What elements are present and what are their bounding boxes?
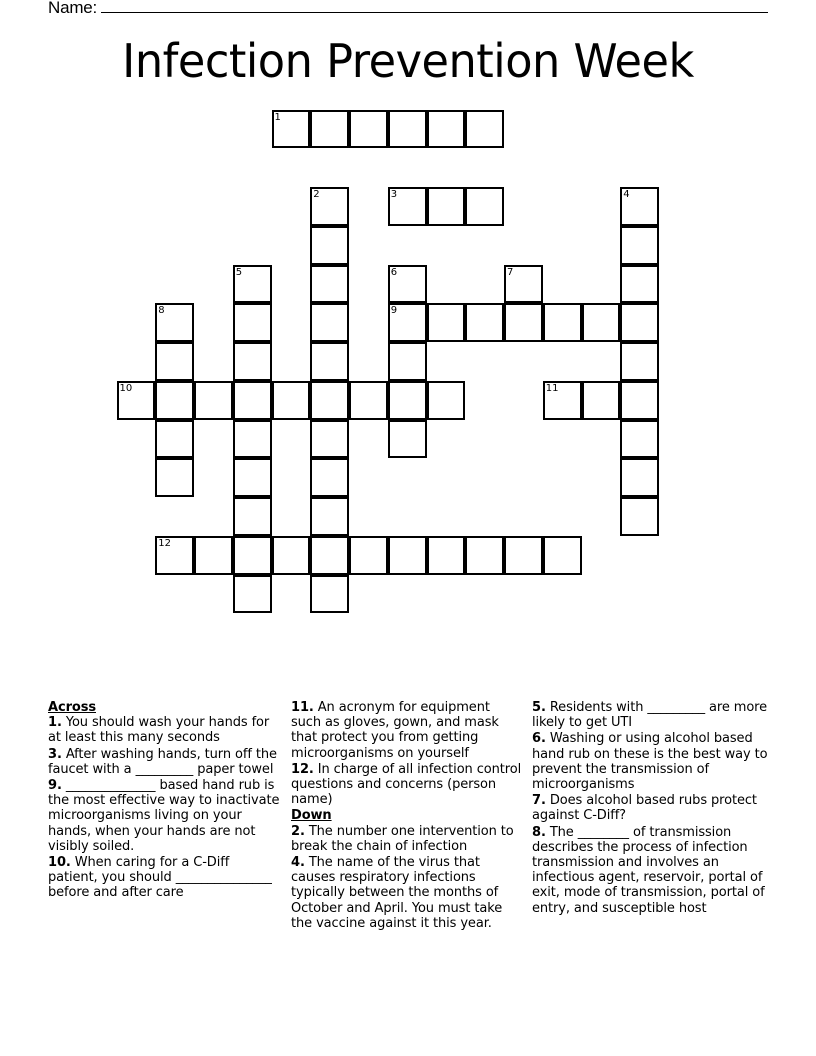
grid-cell[interactable] bbox=[233, 497, 272, 536]
clue-number: 6. bbox=[532, 731, 546, 747]
clue-text: An acronym for equipment such as gloves, gown, and mask that protect you from getting microorganisms on yourself bbox=[291, 700, 499, 761]
clue-text: When caring for a C-Diff patient, you should _______________ before and after care bbox=[48, 855, 272, 901]
grid-cell[interactable] bbox=[233, 265, 272, 304]
grid-cell[interactable] bbox=[310, 265, 349, 304]
clue-across-11 bbox=[291, 700, 523, 761]
clue-down-7 bbox=[532, 793, 772, 823]
clue-down-8 bbox=[532, 825, 772, 916]
cell-number: 7 bbox=[507, 266, 514, 278]
clue-down-4 bbox=[291, 855, 523, 931]
clue-across-9 bbox=[48, 778, 280, 854]
clue-across-12 bbox=[291, 762, 523, 808]
grid-cell[interactable] bbox=[233, 575, 272, 614]
grid-cell[interactable] bbox=[427, 381, 466, 420]
clue-text: Washing or using alcohol based hand rub on these is the best way to prevent the transmission of microorganisms bbox=[532, 731, 768, 793]
grid-cell[interactable] bbox=[310, 497, 349, 536]
grid-cell[interactable] bbox=[233, 536, 272, 575]
cell-number: 6 bbox=[390, 266, 398, 278]
grid-cell[interactable] bbox=[310, 575, 349, 614]
grid-cell[interactable] bbox=[272, 536, 311, 575]
clue-across-1 bbox=[48, 715, 280, 745]
grid-cell[interactable] bbox=[465, 536, 504, 575]
clue-text: Residents with _________ are more likely to get UTI bbox=[532, 700, 768, 731]
grid-cell[interactable] bbox=[620, 265, 659, 304]
clue-number: 12. bbox=[291, 761, 314, 777]
grid-cell[interactable] bbox=[310, 536, 349, 575]
grid-cell[interactable] bbox=[117, 381, 156, 420]
clue-across-3 bbox=[48, 747, 280, 777]
grid-cell[interactable] bbox=[233, 303, 272, 342]
cell-number: 1 bbox=[274, 111, 281, 123]
clue-number: 11. bbox=[291, 700, 314, 715]
cell-number: 8 bbox=[158, 305, 165, 317]
grid-cell[interactable] bbox=[194, 381, 233, 420]
grid-cell[interactable] bbox=[388, 342, 427, 381]
grid-cell[interactable] bbox=[504, 265, 543, 304]
grid-cell[interactable] bbox=[620, 381, 659, 420]
cell-number: 5 bbox=[235, 266, 243, 278]
grid-cell[interactable] bbox=[620, 497, 659, 536]
grid-cell[interactable] bbox=[233, 381, 272, 420]
cell-number: 10 bbox=[119, 382, 133, 394]
clue-text: After washing hands, turn off the faucet with a _________ paper towel bbox=[48, 746, 277, 777]
grid-cell[interactable] bbox=[582, 381, 621, 420]
grid-cell[interactable] bbox=[388, 536, 427, 575]
grid-cell[interactable] bbox=[504, 303, 543, 342]
grid-cell[interactable] bbox=[272, 110, 311, 149]
clue-text: The ________ of transmission describes the process of infection transmission and involves an infectious agent, reservoir, portal of exit, mode of transmission, portal of entry, and susceptible host bbox=[532, 824, 765, 916]
grid-cell[interactable] bbox=[388, 187, 427, 226]
grid-cell[interactable] bbox=[310, 420, 349, 459]
grid-cell[interactable] bbox=[427, 536, 466, 575]
grid-cell[interactable] bbox=[620, 420, 659, 459]
clue-number: 3. bbox=[48, 746, 62, 762]
grid-cell[interactable] bbox=[427, 187, 466, 226]
grid-cell[interactable] bbox=[543, 381, 582, 420]
clue-number: 1. bbox=[48, 715, 62, 731]
grid-cell[interactable] bbox=[504, 536, 543, 575]
cell-number: 3 bbox=[390, 189, 398, 200]
clue-number: 5. bbox=[532, 700, 546, 715]
grid-cell[interactable] bbox=[427, 110, 466, 149]
grid-cell[interactable] bbox=[349, 536, 388, 575]
grid-cell[interactable] bbox=[310, 226, 349, 265]
clue-text: Does alcohol based rubs protect against C-Diff? bbox=[532, 793, 757, 824]
grid-cell[interactable] bbox=[155, 536, 194, 575]
grid-cell[interactable] bbox=[155, 342, 194, 381]
grid-cell[interactable] bbox=[388, 420, 427, 459]
cell-number: 4 bbox=[623, 189, 630, 200]
clue-text: The number one intervention to break the chain of infection bbox=[291, 823, 514, 854]
grid-cell[interactable] bbox=[620, 226, 659, 265]
grid-cell[interactable] bbox=[155, 420, 194, 459]
grid-cell[interactable] bbox=[543, 303, 582, 342]
clues-column-3 bbox=[532, 700, 772, 917]
grid-cell[interactable] bbox=[310, 110, 349, 149]
grid-cell[interactable] bbox=[620, 187, 659, 226]
clues-column-1 bbox=[48, 700, 280, 902]
clues-column-2 bbox=[291, 700, 523, 932]
grid-cell[interactable] bbox=[465, 187, 504, 226]
grid-cell[interactable] bbox=[543, 536, 582, 575]
clue-text: In charge of all infection control questions and concerns (person name) bbox=[291, 761, 522, 808]
grid-cell[interactable] bbox=[388, 303, 427, 342]
grid-cell[interactable] bbox=[620, 342, 659, 381]
grid-cell[interactable] bbox=[388, 381, 427, 420]
grid-cell[interactable] bbox=[465, 110, 504, 149]
clue-down-5 bbox=[532, 700, 772, 730]
grid-cell[interactable] bbox=[233, 458, 272, 497]
grid-cell[interactable] bbox=[310, 187, 349, 226]
grid-cell[interactable] bbox=[155, 381, 194, 420]
grid-cell[interactable] bbox=[620, 303, 659, 342]
grid-cell[interactable] bbox=[310, 381, 349, 420]
grid-cell[interactable] bbox=[349, 110, 388, 149]
clue-number: 7. bbox=[532, 793, 546, 809]
clue-down-2 bbox=[291, 824, 523, 854]
down-heading: Down bbox=[291, 808, 332, 824]
across-heading: Across bbox=[48, 700, 96, 715]
name-label: Name: bbox=[48, 0, 98, 17]
grid-cell[interactable] bbox=[310, 458, 349, 497]
cell-number: 2 bbox=[313, 189, 320, 200]
cell-number: 12 bbox=[158, 537, 171, 549]
clue-down-6 bbox=[532, 731, 772, 792]
grid-cell[interactable] bbox=[427, 303, 466, 342]
grid-cell[interactable] bbox=[155, 458, 194, 497]
cell-number: 11 bbox=[545, 382, 559, 394]
clue-number: 9. bbox=[48, 778, 62, 794]
grid-cell[interactable] bbox=[465, 303, 504, 342]
clue-number: 4. bbox=[291, 855, 305, 871]
clue-number: 2. bbox=[291, 823, 305, 839]
grid-cell[interactable] bbox=[388, 265, 427, 304]
grid-cell[interactable] bbox=[388, 110, 427, 149]
clue-text: You should wash your hands for at least this many seconds bbox=[48, 715, 270, 746]
grid-cell[interactable] bbox=[194, 536, 233, 575]
clue-text: ______________ based hand rub is the most effective way to inactivate microorganisms living on your hands, when your hands are not visibly soiled. bbox=[48, 778, 280, 854]
grid-cell[interactable] bbox=[272, 381, 311, 420]
grid-cell[interactable] bbox=[310, 303, 349, 342]
grid-cell[interactable] bbox=[349, 381, 388, 420]
grid-cell[interactable] bbox=[233, 342, 272, 381]
grid-cell[interactable] bbox=[155, 303, 194, 342]
grid-cell[interactable] bbox=[620, 458, 659, 497]
grid-cell[interactable] bbox=[310, 342, 349, 381]
grid-cell[interactable] bbox=[233, 420, 272, 459]
cell-number: 9 bbox=[390, 305, 398, 317]
clue-across-10 bbox=[48, 855, 280, 901]
clue-text: The name of the virus that causes respiratory infections typically between the months of October and April. You must take the vaccine against it this year. bbox=[291, 855, 503, 931]
grid-cell[interactable] bbox=[582, 303, 621, 342]
page-title: Infection Prevention Week bbox=[122, 34, 694, 88]
clue-number: 8. bbox=[532, 824, 546, 840]
clue-number: 10. bbox=[48, 855, 71, 871]
